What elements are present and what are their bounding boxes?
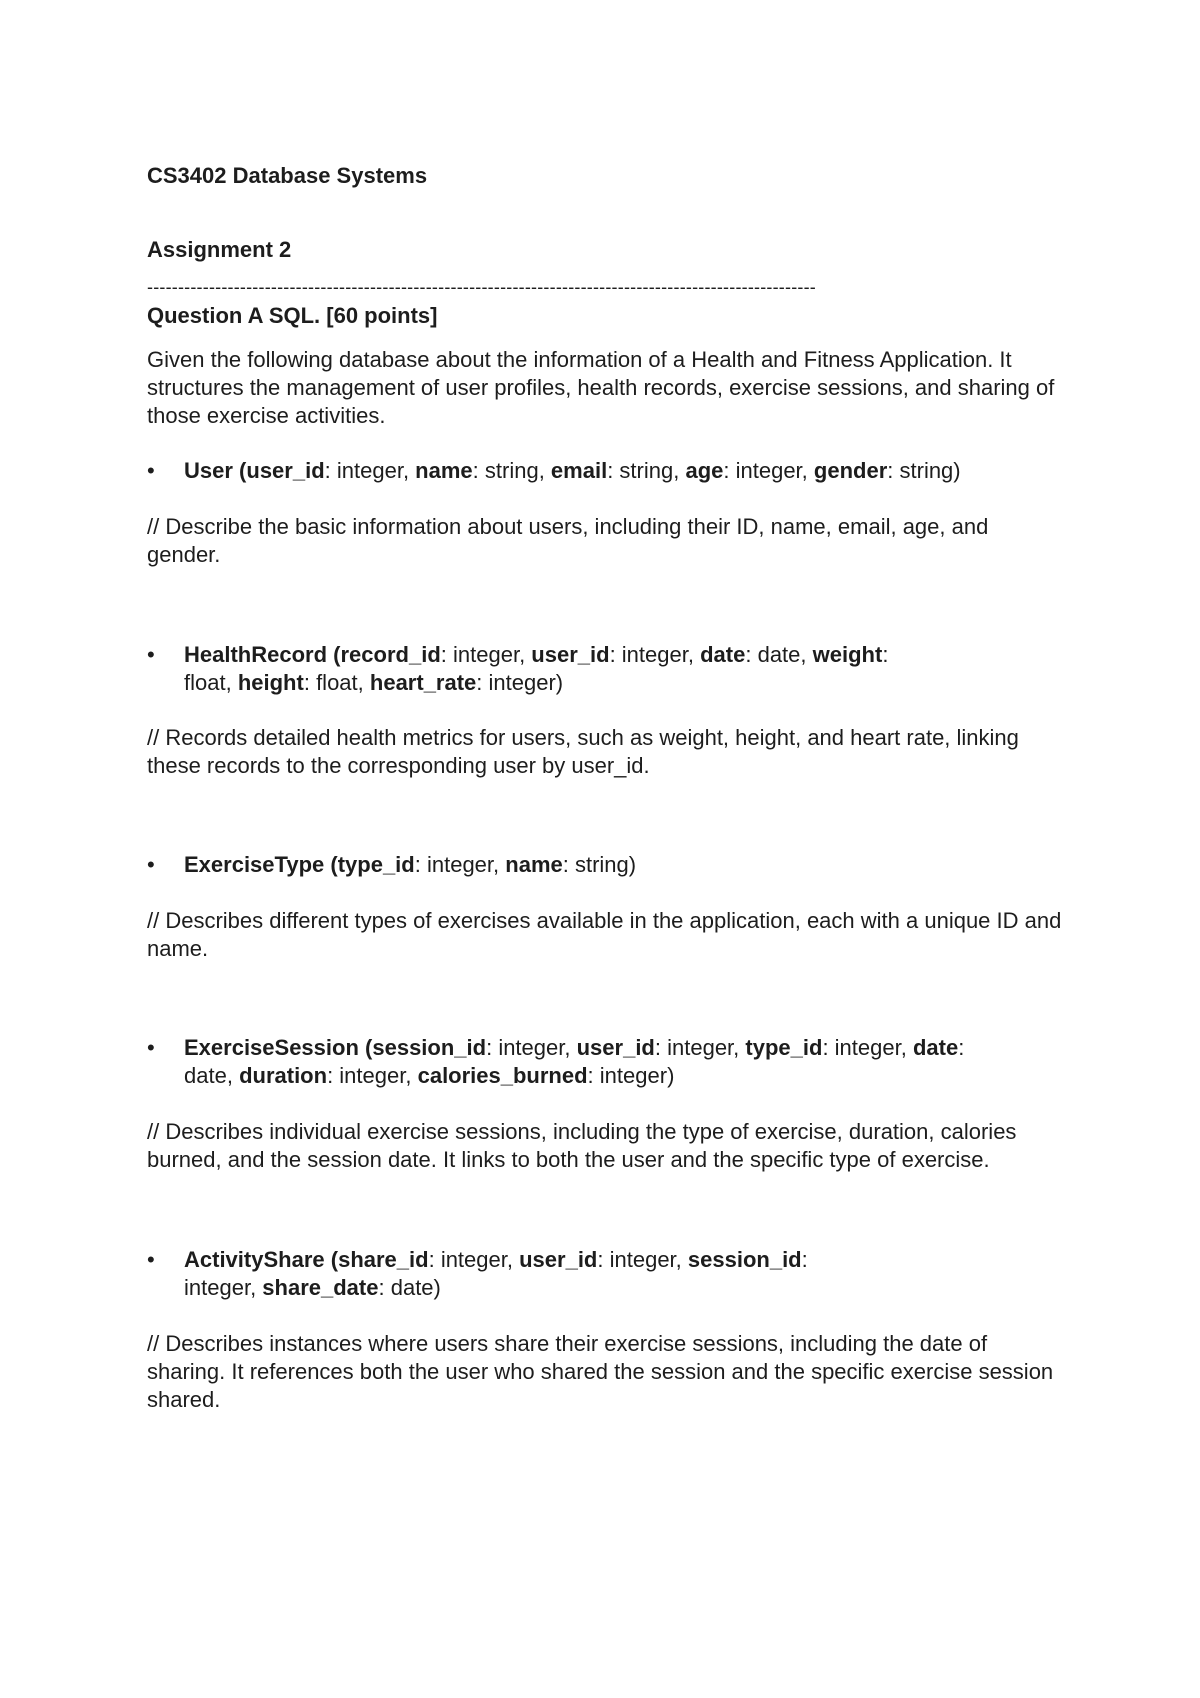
attribute-name: name <box>505 852 563 877</box>
attribute-name: name <box>415 458 473 483</box>
schema-exercisesession: • ExerciseSession (session_id: integer, user_id: integer, type_id: integer, date: date, duration: integer, calories_burned: integer) <box>147 1035 965 1088</box>
attribute-type: date <box>390 1275 434 1300</box>
schema-activityshare-comment: // Describes instances where users share their exercise sessions, including the date of sharing. It references both the user who shared the session and the specific exercise session shared. <box>147 1331 1054 1412</box>
bullet-icon: • <box>147 642 155 667</box>
attribute-type: integer <box>488 670 556 695</box>
attribute-type: integer <box>453 642 520 667</box>
attribute-type: string <box>619 458 674 483</box>
attribute-name: heart_rate <box>369 670 477 695</box>
attribute-type: integer <box>336 458 403 483</box>
attribute-name: duration <box>239 1063 328 1088</box>
attribute-name: weight <box>812 642 883 667</box>
attribute-name: share_date <box>262 1275 379 1300</box>
question-title: Question A SQL. [60 points] <box>147 303 438 328</box>
attribute-type: date <box>184 1063 227 1088</box>
attribute-name: user_id <box>519 1247 598 1272</box>
attribute-type: string <box>574 852 629 877</box>
schema-exercisetype-comment: // Describes different types of exercises available in the application, each with a unique ID and name. <box>147 908 1062 961</box>
entity-name: User <box>184 458 233 483</box>
entity-name: ExerciseSession <box>184 1035 359 1060</box>
attribute-name: user_id <box>531 642 610 667</box>
attribute-type: integer <box>834 1035 901 1060</box>
attribute-name: session_id <box>372 1035 487 1060</box>
attribute-type: integer <box>184 1275 251 1300</box>
attribute-type: integer <box>621 642 688 667</box>
bullet-icon: • <box>147 1247 155 1272</box>
attribute-type: float <box>316 670 358 695</box>
schema-healthrecord-comment: // Records detailed health metrics for users, such as weight, height, and heart rate, linking these records to the corresponding user by user_id. <box>147 725 1019 778</box>
attribute-type: string <box>484 458 539 483</box>
attribute-name: calories_burned <box>417 1063 588 1088</box>
schema-exercisetype: • ExerciseType (type_id: integer, name: string) <box>147 852 637 877</box>
attribute-type: float <box>184 670 226 695</box>
attribute-name: user_id <box>576 1035 655 1060</box>
attribute-name: type_id <box>745 1035 823 1060</box>
schema-user-comment: // Describe the basic information about users, including their ID, name, email, age, and gender. <box>147 514 989 567</box>
attribute-type: integer <box>609 1247 676 1272</box>
bullet-icon: • <box>147 458 155 483</box>
attribute-type: integer <box>339 1063 406 1088</box>
attribute-name: age <box>685 458 724 483</box>
question-intro: Given the following database about the information of a Health and Fitness Application. It structures the management of user profiles, health records, exercise sessions, and sharing of those exercise activities. <box>147 347 1055 428</box>
attribute-type: integer <box>498 1035 565 1060</box>
attribute-type: integer <box>599 1063 668 1088</box>
attribute-name: date <box>700 642 746 667</box>
attribute-name: gender <box>813 458 888 483</box>
attribute-name: height <box>237 670 304 695</box>
attribute-type: string <box>899 458 954 483</box>
entity-name: ExerciseType <box>184 852 325 877</box>
attribute-name: session_id <box>687 1247 802 1272</box>
attribute-name: email <box>550 458 608 483</box>
attribute-type: date <box>757 642 801 667</box>
entity-name: HealthRecord <box>184 642 328 667</box>
bullet-icon: • <box>147 852 155 877</box>
attribute-name: type_id <box>337 852 415 877</box>
attribute-type: integer <box>426 852 494 877</box>
document-page <box>147 162 1067 1414</box>
attribute-type: integer <box>440 1247 507 1272</box>
course-title: CS3402 Database Systems <box>147 163 428 188</box>
schema-exercisesession-comment: // Describes individual exercise sessions, including the type of exercise, duration, calories burned, and the session date. It links to both the user and the specific type of exercise. <box>147 1119 1017 1172</box>
attribute-name: share_id <box>338 1247 429 1272</box>
entity-name: ActivityShare <box>184 1247 325 1272</box>
attribute-type: integer <box>735 458 802 483</box>
schema-user: • User (user_id: integer, name: string, email: string, age: integer, gender: string) <box>147 458 961 483</box>
attribute-name: user_id <box>246 458 325 483</box>
attribute-type: integer <box>667 1035 734 1060</box>
attribute-name: date <box>912 1035 959 1060</box>
schema-healthrecord: • HealthRecord (record_id: integer, user_id: integer, date: date, weight: float, height: float, heart_rate: integer) <box>147 642 889 695</box>
schema-activityshare: • ActivityShare (share_id: integer, user_id: integer, session_id: integer, share_date: date) <box>147 1247 808 1300</box>
assignment-title: Assignment 2 <box>147 237 292 262</box>
separator-line: ------------------------------------------------------------------------------------------------------------ <box>147 277 816 297</box>
bullet-icon: • <box>147 1035 155 1060</box>
attribute-name: record_id <box>340 642 441 667</box>
